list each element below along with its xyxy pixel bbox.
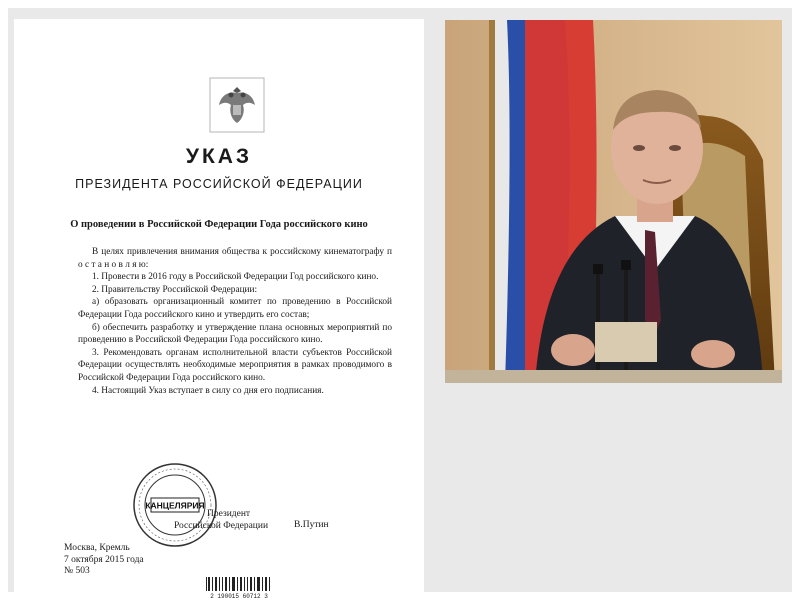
barcode — [204, 573, 274, 603]
signature-name: В.Путин — [294, 520, 329, 530]
decree-paragraph: б) обеспечить разработку и утверждение плана основных мероприятий по проведению в Российской Федерации Года российского кино. — [78, 322, 392, 346]
signature-title-line1: Президент — [207, 509, 251, 519]
decree-title: УКАЗ — [185, 145, 253, 168]
decree-place-date — [64, 543, 144, 578]
decree-body — [78, 246, 392, 397]
decree-paragraph: а) образовать организационный комитет по проведению в Российской Федерации Года российского кино и утвердить его состав; — [78, 297, 392, 320]
signature-title-line2: Российской Федерации — [174, 521, 269, 531]
decree-paragraph: В целях привлечения внимания общества к российскому кинематографу п о с т а н о в л я ю: — [78, 247, 392, 270]
decree-place: Москва, Кремль — [64, 543, 130, 553]
barcode-number: 2 190015 60712 3 — [210, 593, 268, 600]
decree-paragraph: 4. Настоящий Указ вступает в силу со дня его подписания. — [92, 385, 324, 396]
decree-heading: О проведении в Российской Федерации Года российского кино — [70, 219, 368, 230]
seal-label: КАНЦЕЛЯРИЯ — [145, 500, 205, 511]
barcode-bars — [204, 573, 274, 593]
decree-paragraph: 1. Провести в 2016 году в Российской Федерации Год российского кино. — [92, 272, 379, 283]
photo-illustration — [445, 20, 782, 383]
chancellery-seal-stamp — [132, 462, 218, 548]
signature-title — [174, 508, 268, 532]
decree-subtitle: ПРЕЗИДЕНТА РОССИЙСКОЙ ФЕДЕРАЦИИ — [75, 177, 363, 191]
decree-date: 7 октября 2015 года — [64, 554, 144, 565]
coat-of-arms-icon — [209, 77, 265, 133]
decree-paragraph: 3. Рекомендовать органам исполнительной власти субъектов Российской Федерации осуществлять необходимые мероприятия в рамках проводимого в Российской Федерации Года российского кино. — [78, 347, 392, 383]
decree-document — [14, 19, 424, 600]
decree-number: № 503 — [64, 566, 90, 576]
decree-paragraph: 2. Правительству Российской Федерации: — [92, 284, 258, 295]
president-photo — [445, 20, 782, 383]
